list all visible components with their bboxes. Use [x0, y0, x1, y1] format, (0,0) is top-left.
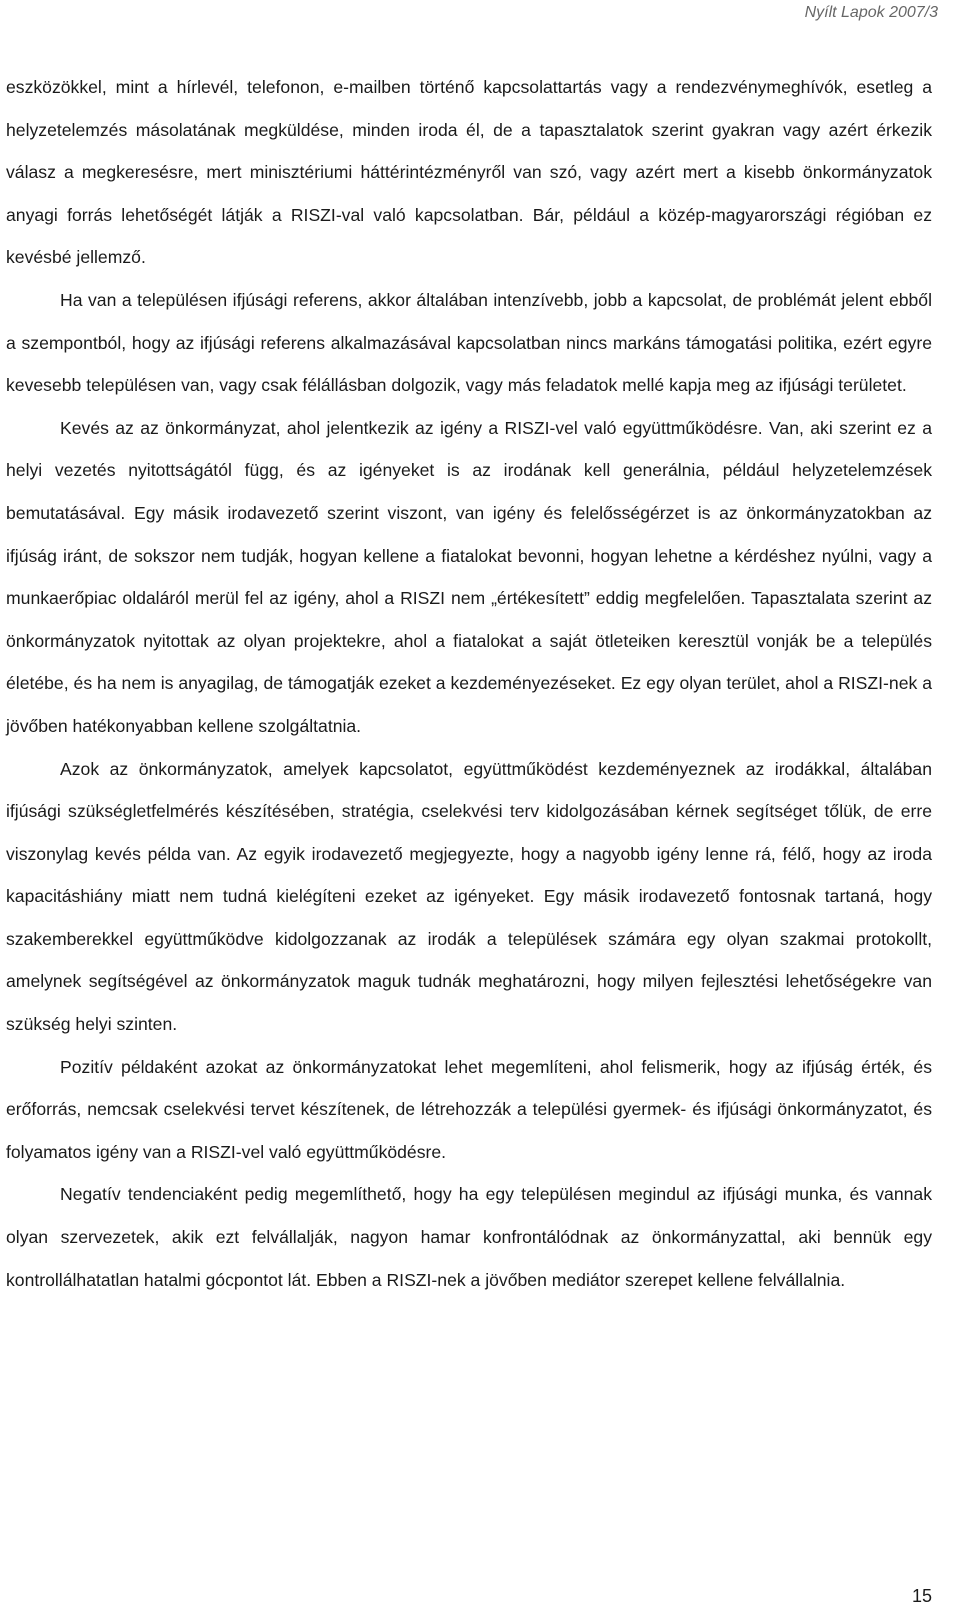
body-text — [6, 66, 932, 1301]
running-header: Nyílt Lapok 2007/3 — [804, 4, 938, 21]
paragraph: Pozitív példaként azokat az önkormányzatokat lehet megemlíteni, ahol felismerik, hogy az ifjúság érték, és erőforrás, nemcsak cselekvési tervet készítenek, de létrehozzák a települési gyermek- és ifjúsági önkormányzatot, és folyamatos igény van a RISZI-vel való együttműködésre. — [6, 1056, 932, 1162]
paragraph: Negatív tendenciaként pedig megemlíthető, hogy ha egy településen megindul az ifjúsági munka, és vannak olyan szervezetek, akik ezt felvállalják, nagyon hamar konfrontálódnak az önkormányzattal, aki bennük egy kontrollálhatatlan hatalmi gócpontot lát. Ebben a RISZI-nek a jövőben mediátor szerepet kellene felvállalnia. — [6, 1184, 932, 1290]
paragraph: Kevés az az önkormányzat, ahol jelentkezik az igény a RISZI-vel való együttműködésre. Van, aki szerint ez a helyi vezetés nyitottságától függ, és az igényeket is az irodának kell generálnia, például helyzetelemzések bemutatásával. Egy másik irodavezető szerint viszont, van igény és felelősségérzet is az önkormányzatokban az ifjúság iránt, de sokszor nem tudják, hogyan kellene a fiatalokat bevonni, hogyan lehetne a kérdéshez nyúlni, vagy a munkaerőpiac oldaláról merül fel az igény, ahol a RISZI nem „értékesített” eddig megfelelően. Tapasztalata szerint az önkormányzatok nyitottak az olyan projektekre, ahol a fiatalokat a saját ötleteiken keresztül vonják be a település életébe, és ha nem is anyagilag, de támogatják ezeket a kezdeményezéseket. Ez egy olyan terület, ahol a RISZI-nek a jövőben hatékonyabban kellene szolgáltatnia. — [6, 417, 932, 736]
page-number: 15 — [911, 1586, 932, 1606]
paragraph: Azok az önkormányzatok, amelyek kapcsolatot, együttműködést kezdeményeznek az irodákkal, általában ifjúsági szükségletfelmérés készítésében, stratégia, cselekvési terv kidolgozásában kérnek segítséget tőlük, de erre viszonylag kevés példa van. Az egyik irodavezető megjegyezte, hogy a nagyobb igény lenne rá, félő, hogy az iroda kapacitáshiány miatt nem tudná kielégíteni ezeket az igényeket. Egy másik irodavezető fontosnak tartaná, hogy szakemberekkel együttműködve kidolgozzanak az irodák a települések számára egy olyan szakmai protokollt, amelynek segítségével az önkormányzatok maguk tudnák meghatározni, hogy milyen fejlesztési lehetőségekre van szükség helyi szinten. — [6, 758, 932, 1035]
paragraph: eszközökkel, mint a hírlevél, telefonon, e-mailben történő kapcsolattartás vagy a rendezvénymeghívók, esetleg a helyzetelemzés másolatának megküldése, minden iroda él, de a tapasztalatok szerint gyakran vagy azért érkezik válasz a megkeresésre, mert minisztériumi háttérintézményről van szó, vagy azért mert a kisebb önkormányzatok anyagi forrás lehetőségét látják a RISZI-val való kapcsolatban. Bár, például a közép-magyarországi régióban ez kevésbé jellemző. — [6, 77, 932, 268]
paragraph: Ha van a településen ifjúsági referens, akkor általában intenzívebb, jobb a kapcsolat, de problémát jelent ebből a szempontból, hogy az ifjúsági referens alkalmazásával kapcsolatban nincs markáns támogatási politika, ezért egyre kevesebb településen van, vagy csak félállásban dolgozik, vagy más feladatok mellé kapja meg az ifjúsági területet. — [6, 289, 932, 396]
